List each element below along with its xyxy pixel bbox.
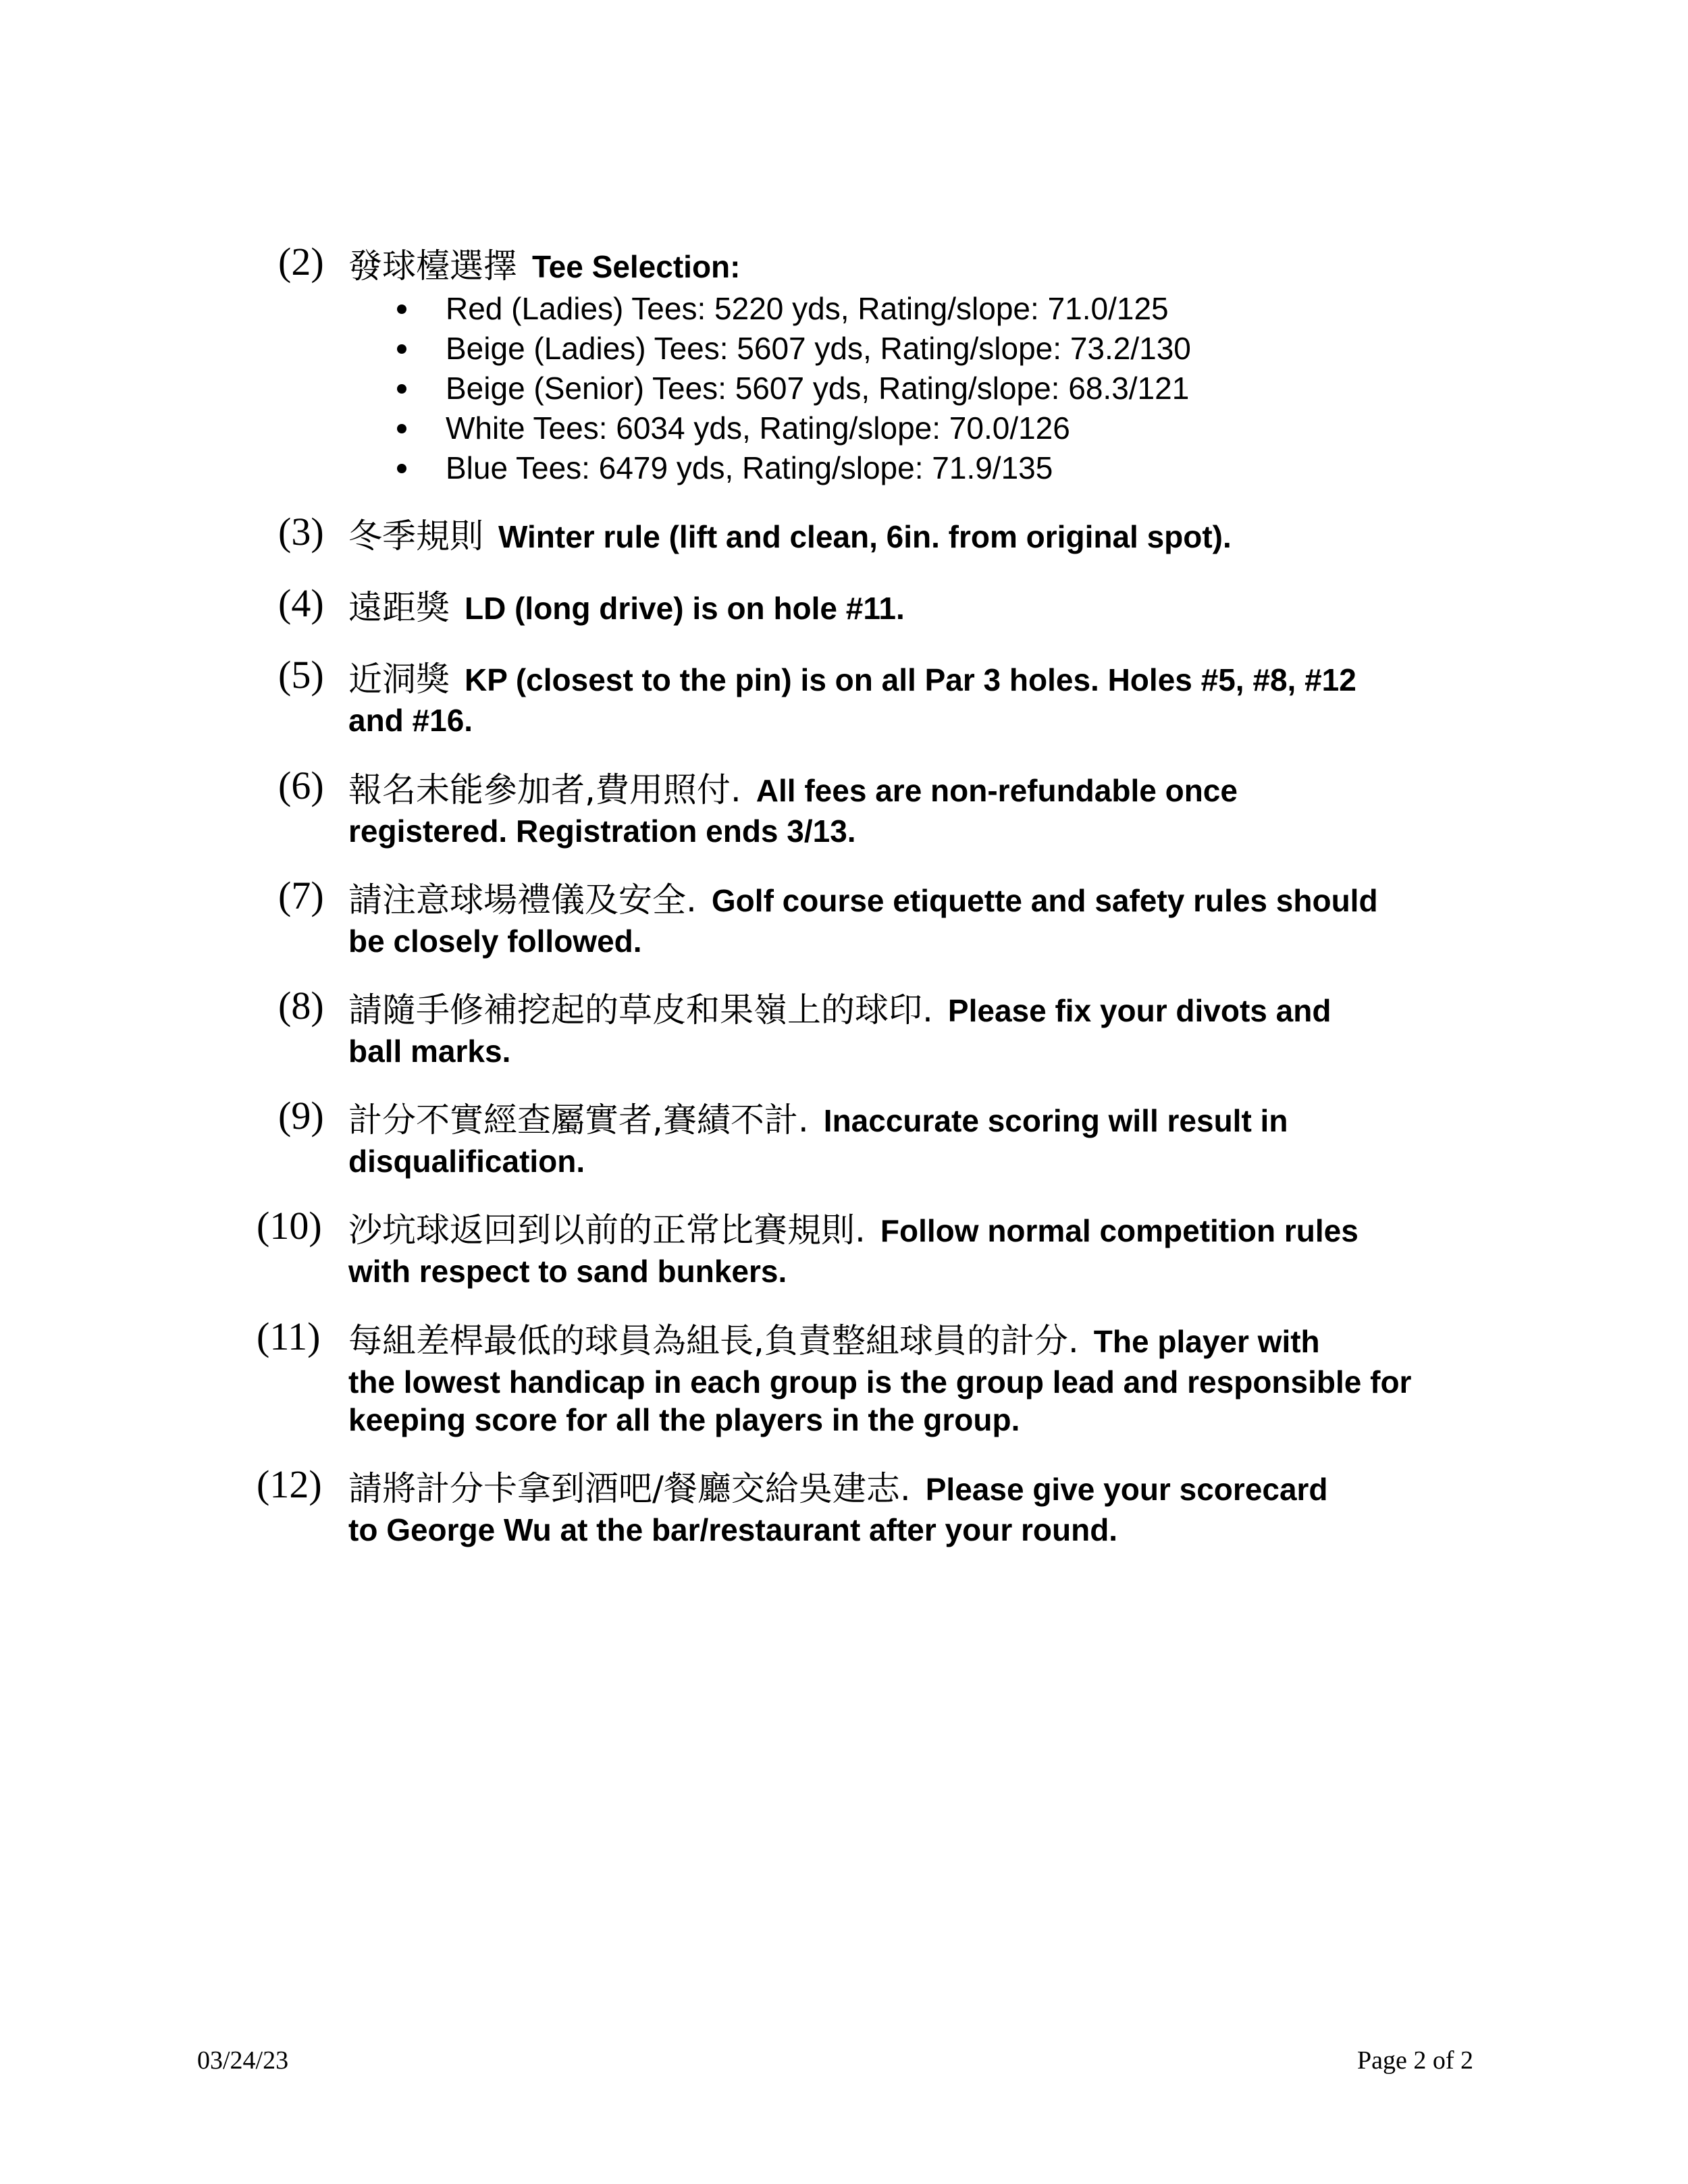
rule-number: (8) <box>278 984 324 1028</box>
rule-english-text: The player with <box>1093 1324 1320 1359</box>
footer-date: 03/24/23 <box>197 2046 289 2075</box>
rule-chinese-text: 冬季規則 <box>348 516 483 556</box>
tee-list-item: Blue Tees: 6479 yds, Rating/slope: 71.9/135 <box>385 448 1191 488</box>
rule-number: (7) <box>278 874 324 917</box>
rule-chinese-text: 沙坑球返回到以前的正常比賽規則. <box>348 1210 866 1250</box>
rule-chinese-text: 請注意球場禮儀及安全. <box>348 880 697 920</box>
rule-number: (2) <box>278 240 324 284</box>
bullet-icon <box>397 344 406 354</box>
tee-list <box>385 289 1191 488</box>
rule-number: (5) <box>278 653 324 697</box>
bullet-icon <box>397 464 406 473</box>
rule-english-text: All fees are non-refundable once <box>756 773 1238 808</box>
rule-chinese-text: 近洞獎 <box>348 660 450 699</box>
rule-chinese-text: 報名未能參加者,費用照付. <box>348 770 741 809</box>
rule-english-continuation: and #16. <box>348 703 473 738</box>
rule-english-continuation: to George Wu at the bar/restaurant after your round. <box>348 1512 1118 1547</box>
rule-english-text: Winter rule (lift and clean, 6in. from original spot). <box>498 519 1232 554</box>
rule-number: (4) <box>278 581 324 625</box>
rule-chinese-text: 遠距獎 <box>348 588 450 627</box>
rule-english-continuation: the lowest handicap in each group is the group lead and responsible for <box>348 1364 1412 1400</box>
rule-english-text: Inaccurate scoring will result in <box>823 1103 1288 1138</box>
rule-number: (6) <box>278 764 324 807</box>
rule-english-text: KP (closest to the pin) is on all Par 3 holes. Holes #5, #8, #12 <box>465 662 1356 697</box>
rule-chinese-text: 請隨手修補挖起的草皮和果嶺上的球印. <box>348 990 933 1030</box>
rule-english-text: Please fix your divots and <box>947 993 1331 1028</box>
rule-english-continuation: keeping score for all the players in the group. <box>348 1402 1020 1437</box>
footer-page-number: Page 2 of 2 <box>1357 2046 1474 2075</box>
tee-list-item: Beige (Senior) Tees: 5607 yds, Rating/slope: 68.3/121 <box>385 369 1191 408</box>
rule-number: (9) <box>278 1094 324 1138</box>
bullet-icon <box>397 304 406 314</box>
rule-english-text: Tee Selection: <box>532 249 741 284</box>
rule-number: (12) <box>257 1462 322 1506</box>
rule-chinese-text: 請將計分卡拿到酒吧/餐廳交給吳建志. <box>348 1469 911 1508</box>
rule-number: (11) <box>257 1314 321 1358</box>
rule-english-continuation: registered. Registration ends 3/13. <box>348 814 856 849</box>
rule-number: (3) <box>278 510 324 554</box>
rule-english-continuation: disqualification. <box>348 1144 585 1179</box>
rule-english-continuation: with respect to sand bunkers. <box>348 1254 787 1289</box>
rule-english-text: Please give your scorecard <box>925 1472 1328 1507</box>
rule-english-text: Follow normal competition rules <box>880 1213 1359 1248</box>
tee-list-item: Red (Ladies) Tees: 5220 yds, Rating/slope: 71.0/125 <box>385 289 1191 329</box>
rule-english-continuation: be closely followed. <box>348 924 642 959</box>
rule-number: (10) <box>257 1204 322 1248</box>
rule-chinese-text: 發球檯選擇 <box>348 246 517 286</box>
bullet-icon <box>397 384 406 394</box>
rule-english-continuation: ball marks. <box>348 1034 511 1069</box>
rule-english-text: Golf course etiquette and safety rules should <box>711 883 1378 918</box>
rule-english-text: LD (long drive) is on hole #11. <box>465 591 905 626</box>
bullet-icon <box>397 424 406 433</box>
rule-chinese-text: 每組差桿最低的球員為組長,負責整組球員的計分. <box>348 1321 1079 1360</box>
rule-chinese-text: 計分不實經查屬實者,賽績不計. <box>348 1100 809 1140</box>
tee-list-item: White Tees: 6034 yds, Rating/slope: 70.0/126 <box>385 408 1191 448</box>
tee-list-item: Beige (Ladies) Tees: 5607 yds, Rating/slope: 73.2/130 <box>385 329 1191 369</box>
